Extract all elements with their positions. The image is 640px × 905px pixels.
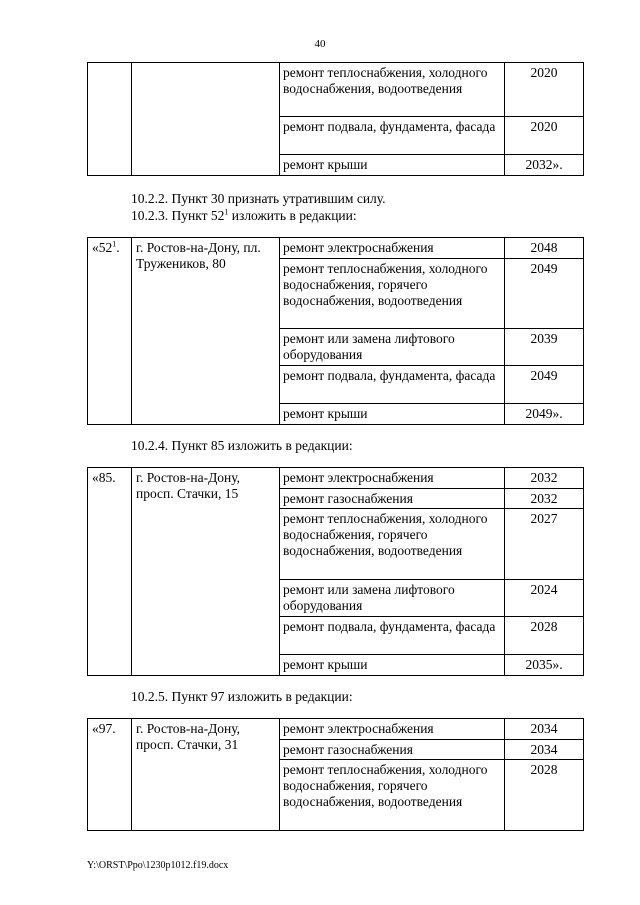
table-item-97	[87, 718, 584, 831]
year-cell: 2032	[505, 489, 584, 509]
work-cell: ремонт или замена лифтового оборудования	[280, 329, 505, 366]
page-number: 40	[314, 38, 326, 50]
year-cell: 2049	[505, 366, 584, 404]
num-cell: «97.	[88, 719, 132, 831]
paragraph-10-2-2: 10.2.2. Пункт 30 признать утратившим силу.	[131, 191, 386, 206]
address-cell: г. Ростов-на-Дону, пл. Тружеников, 80	[132, 238, 280, 425]
address-cell: г. Ростов-на-Дону, просп. Стачки, 15	[132, 468, 280, 676]
year-cell: 2034	[505, 719, 584, 740]
year-cell: 2035».	[505, 655, 584, 676]
year-cell: 2032	[505, 468, 584, 489]
table-row	[88, 63, 584, 117]
work-cell: ремонт газоснабжения	[280, 489, 505, 509]
year-cell: 2034	[505, 740, 584, 760]
work-cell: ремонт крыши	[280, 155, 505, 176]
work-cell: ремонт подвала, фундамента, фасада	[280, 617, 505, 655]
work-cell: ремонт крыши	[280, 404, 505, 425]
work-cell: ремонт электроснабжения	[280, 719, 505, 740]
paragraph-10-2-5: 10.2.5. Пункт 97 изложить в редакции:	[131, 689, 353, 704]
num-cell: «$52^1$.	[88, 238, 132, 425]
year-cell: 2024	[505, 580, 584, 617]
paragraph-10-2-4: 10.2.4. Пункт 85 изложить в редакции:	[131, 438, 353, 453]
work-cell: ремонт подвала, фундамента, фасада	[280, 117, 505, 155]
work-cell: ремонт или замена лифтового оборудования	[280, 580, 505, 617]
address-cell: г. Ростов-на-Дону, просп. Стачки, 31	[132, 719, 280, 831]
table-item-85	[87, 467, 584, 676]
table-row	[88, 719, 584, 740]
work-cell: ремонт крыши	[280, 655, 505, 676]
work-cell: ремонт теплоснабжения, холодного водоснабжения, горячего водоснабжения, водоотведения	[280, 760, 505, 831]
year-cell: 2020	[505, 117, 584, 155]
year-cell: 2048	[505, 238, 584, 259]
table-row	[88, 468, 584, 489]
address-cell	[132, 63, 280, 176]
year-cell: 2020	[505, 63, 584, 117]
work-cell: ремонт газоснабжения	[280, 740, 505, 760]
work-cell: ремонт электроснабжения	[280, 238, 505, 259]
table-row	[88, 238, 584, 259]
year-cell: 2028	[505, 617, 584, 655]
paragraph-10-2-3: 10.2.3. Пункт $52^1$ изложить в редакции:	[131, 207, 357, 223]
num-cell: «85.	[88, 468, 132, 676]
year-cell: 2039	[505, 329, 584, 366]
file-path-footer: Y:\ORST\Ppo\1230p1012.f19.docx	[87, 860, 229, 871]
year-cell: 2049	[505, 259, 584, 329]
num-cell	[88, 63, 132, 176]
work-cell: ремонт теплоснабжения, холодного водоснабжения, водоотведения	[280, 63, 505, 117]
year-cell: 2028	[505, 760, 584, 831]
work-cell: ремонт подвала, фундамента, фасада	[280, 366, 505, 404]
table-continuation	[87, 62, 584, 176]
work-cell: ремонт теплоснабжения, холодного водоснабжения, горячего водоснабжения, водоотведения	[280, 259, 505, 329]
work-cell: ремонт электроснабжения	[280, 468, 505, 489]
year-cell: 2027	[505, 509, 584, 580]
work-cell: ремонт теплоснабжения, холодного водоснабжения, горячего водоснабжения, водоотведения	[280, 509, 505, 580]
year-cell: 2032».	[505, 155, 584, 176]
year-cell: 2049».	[505, 404, 584, 425]
table-item-52-1	[87, 237, 584, 425]
